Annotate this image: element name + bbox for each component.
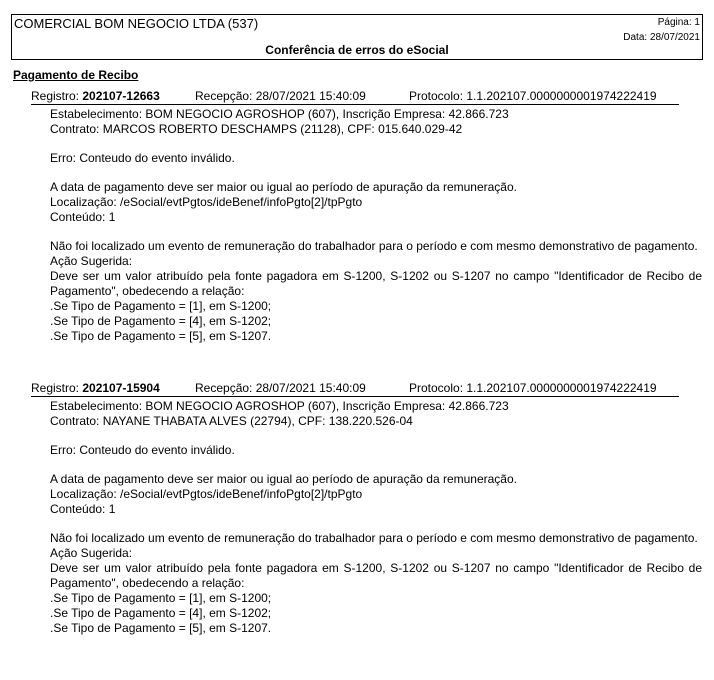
message-evento-remuneracao: Não foi localizado um evento de remuneração do trabalhador para o período e com mesmo demonstrativo de pagamento. xyxy=(50,239,698,253)
record-body xyxy=(50,107,702,344)
record-header xyxy=(31,381,679,397)
company-name: COMERCIAL BOM NEGOCIO LTDA (537) xyxy=(14,16,259,31)
contrato: Contrato: MARCOS ROBERTO DESCHAMPS (21128), CPF: 015.640.029-42 xyxy=(50,122,463,136)
registro-field xyxy=(31,381,160,395)
localizacao: Localização: /eSocial/evtPgtos/ideBenef/infoPgto[2]/tpPgto xyxy=(50,195,363,209)
estabelecimento: Estabelecimento: BOM NEGOCIO AGROSHOP (607), Inscrição Empresa: 42.866.723 xyxy=(50,399,509,413)
rule-line: .Se Tipo de Pagamento = [4], em S-1202; xyxy=(50,606,272,620)
record-header xyxy=(31,89,679,105)
section-title: Pagamento de Recibo xyxy=(13,68,139,82)
acao-sugerida-label: Ação Sugerida: xyxy=(50,546,133,560)
rule-line: .Se Tipo de Pagamento = [5], em S-1207. xyxy=(50,621,272,635)
estabelecimento: Estabelecimento: BOM NEGOCIO AGROSHOP (607), Inscrição Empresa: 42.866.723 xyxy=(50,107,509,121)
erro: Erro: Conteudo do evento inválido. xyxy=(50,151,235,165)
rule-line: .Se Tipo de Pagamento = [5], em S-1207. xyxy=(50,329,272,343)
contrato: Contrato: NAYANE THABATA ALVES (22794), CPF: 138.220.526-04 xyxy=(50,414,413,428)
report-date: Data: 28/07/2021 xyxy=(623,32,700,43)
registro-field xyxy=(31,89,160,103)
page-number: Página: 1 xyxy=(657,17,700,28)
record-body xyxy=(50,399,702,636)
registro-number: 202107-12663 xyxy=(82,89,160,103)
acao-sugerida-label: Ação Sugerida: xyxy=(50,254,133,268)
recepcao-field: Recepção: 28/07/2021 15:40:09 xyxy=(195,381,366,395)
rule-line: .Se Tipo de Pagamento = [1], em S-1200; xyxy=(50,299,272,313)
protocolo-field: Protocolo: 1.1.202107.0000000001974222419 xyxy=(409,381,657,395)
message-evento-remuneracao: Não foi localizado um evento de remuneração do trabalhador para o período e com mesmo demonstrativo de pagamento. xyxy=(50,531,698,545)
registro-label: Registro: xyxy=(31,89,83,103)
erro: Erro: Conteudo do evento inválido. xyxy=(50,443,235,457)
message-data-pagamento: A data de pagamento deve ser maior ou igual ao período de apuração da remuneração. xyxy=(50,472,517,486)
acao-sugerida-text: Deve ser um valor atribuído pela fonte pagadora em S-1200, S-1202 ou S-1207 no campo "Identificador de Recibo de Pagamento", obedecendo a relação: xyxy=(50,269,702,298)
conteudo: Conteúdo: 1 xyxy=(50,210,116,224)
registro-number: 202107-15904 xyxy=(82,381,160,395)
report-header xyxy=(11,14,703,60)
acao-sugerida-text: Deve ser um valor atribuído pela fonte pagadora em S-1200, S-1202 ou S-1207 no campo "Identificador de Recibo de Pagamento", obedecendo a relação: xyxy=(50,561,702,590)
protocolo-field: Protocolo: 1.1.202107.0000000001974222419 xyxy=(409,89,657,103)
localizacao: Localização: /eSocial/evtPgtos/ideBenef/infoPgto[2]/tpPgto xyxy=(50,487,363,501)
message-data-pagamento: A data de pagamento deve ser maior ou igual ao período de apuração da remuneração. xyxy=(50,180,517,194)
registro-label: Registro: xyxy=(31,381,83,395)
rule-line: .Se Tipo de Pagamento = [4], em S-1202; xyxy=(50,314,272,328)
recepcao-field: Recepção: 28/07/2021 15:40:09 xyxy=(195,89,366,103)
conteudo: Conteúdo: 1 xyxy=(50,502,116,516)
rule-line: .Se Tipo de Pagamento = [1], em S-1200; xyxy=(50,591,272,605)
report-title: Conferência de erros do eSocial xyxy=(265,43,449,57)
